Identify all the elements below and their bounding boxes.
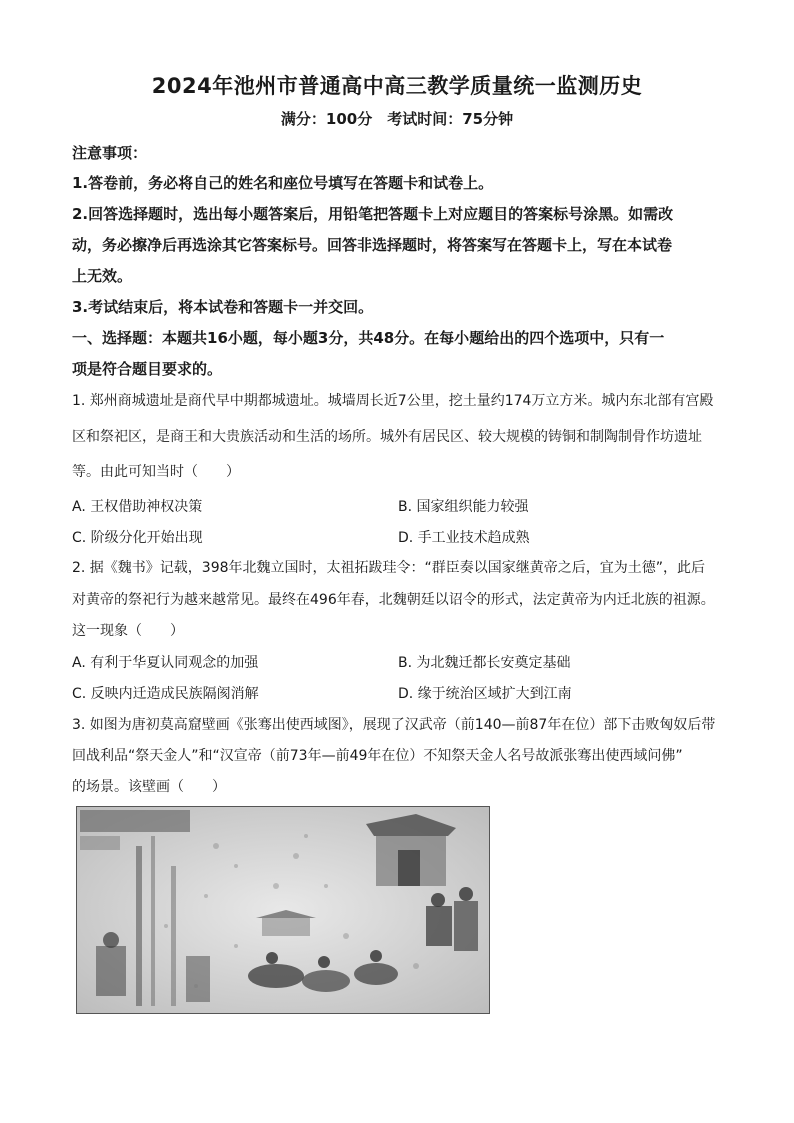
question-2-line: 对黄帝的祭祀行为越来越常见。最终在496年春，北魏朝廷以诏令的形式，法定黄帝为内迁北族的祖源。 bbox=[72, 592, 715, 608]
question-3-line: 3. 如图为唐初莫高窟壁画《张骞出使西域图》，展现了汉武帝（前140—前87年在位）部下击败匈奴后带 bbox=[72, 717, 716, 733]
question-2-option-a: A. 有利于华夏认同观念的加强 bbox=[72, 655, 259, 671]
mural-image bbox=[76, 806, 490, 1014]
exam-title: 2024年池州市普通高中高三教学质量统一监测历史 bbox=[151, 74, 643, 98]
question-3-line: 的场景。该壁画（ ） bbox=[72, 779, 226, 795]
section-heading-line: 项是符合题目要求的。 bbox=[72, 360, 223, 378]
exam-subtitle: 满分：100分 考试时间：75分钟 bbox=[280, 110, 514, 128]
question-1-option-c: C. 阶级分化开始出现 bbox=[72, 530, 203, 546]
note-line: 上无效。 bbox=[72, 267, 133, 285]
question-2-line: 2. 据《魏书》记载，398年北魏立国时，太祖拓跋珪令：“群臣奏以国家继黄帝之后，宜为土德”，此后 bbox=[72, 560, 706, 576]
question-3-line: 回战利品“祭天金人”和“汉宣帝（前73年—前49年在位）不知祭天金人名号故派张骞出使西域问佛” bbox=[72, 748, 683, 764]
note-line: 2.回答选择题时，选出每小题答案后，用铅笔把答题卡上对应题目的答案标号涂黑。如需改 bbox=[72, 205, 674, 223]
question-1-option-d: D. 手工业技术趋成熟 bbox=[398, 530, 530, 546]
question-1-option-b: B. 国家组织能力较强 bbox=[398, 499, 529, 515]
notes-heading: 注意事项： bbox=[72, 144, 148, 162]
question-2-option-c: C. 反映内迁造成民族隔阂消解 bbox=[72, 686, 259, 702]
question-1-line: 1. 郑州商城遗址是商代早中期都城遗址。城墙周长近7公里，挖土量约174万立方米。城内东北部有宫殿 bbox=[72, 393, 714, 409]
question-2-option-d: D. 缘于统治区域扩大到江南 bbox=[398, 686, 572, 702]
section-heading-line: 一、选择题：本题共16小题，每小题3分，共48分。在每小题给出的四个选项中，只有一 bbox=[72, 329, 665, 347]
note-line: 1.答卷前，务必将自己的姓名和座位号填写在答题卡和试卷上。 bbox=[72, 174, 494, 192]
question-1-line: 区和祭祀区，是商王和大贵族活动和生活的场所。城外有居民区、较大规模的铸铜和制陶制骨作坊遗址 bbox=[72, 429, 702, 445]
question-2-option-b: B. 为北魏迁都长安奠定基础 bbox=[398, 655, 571, 671]
note-line: 3.考试结束后，将本试卷和答题卡一并交回。 bbox=[72, 298, 374, 316]
note-line: 动，务必擦净后再选涂其它答案标号。回答非选择题时，将答案写在答题卡上，写在本试卷 bbox=[72, 236, 673, 254]
question-1-line: 等。由此可知当时（ ） bbox=[72, 464, 240, 480]
question-1-option-a: A. 王权借助神权决策 bbox=[72, 499, 203, 515]
question-2-line: 这一现象（ ） bbox=[72, 623, 184, 639]
